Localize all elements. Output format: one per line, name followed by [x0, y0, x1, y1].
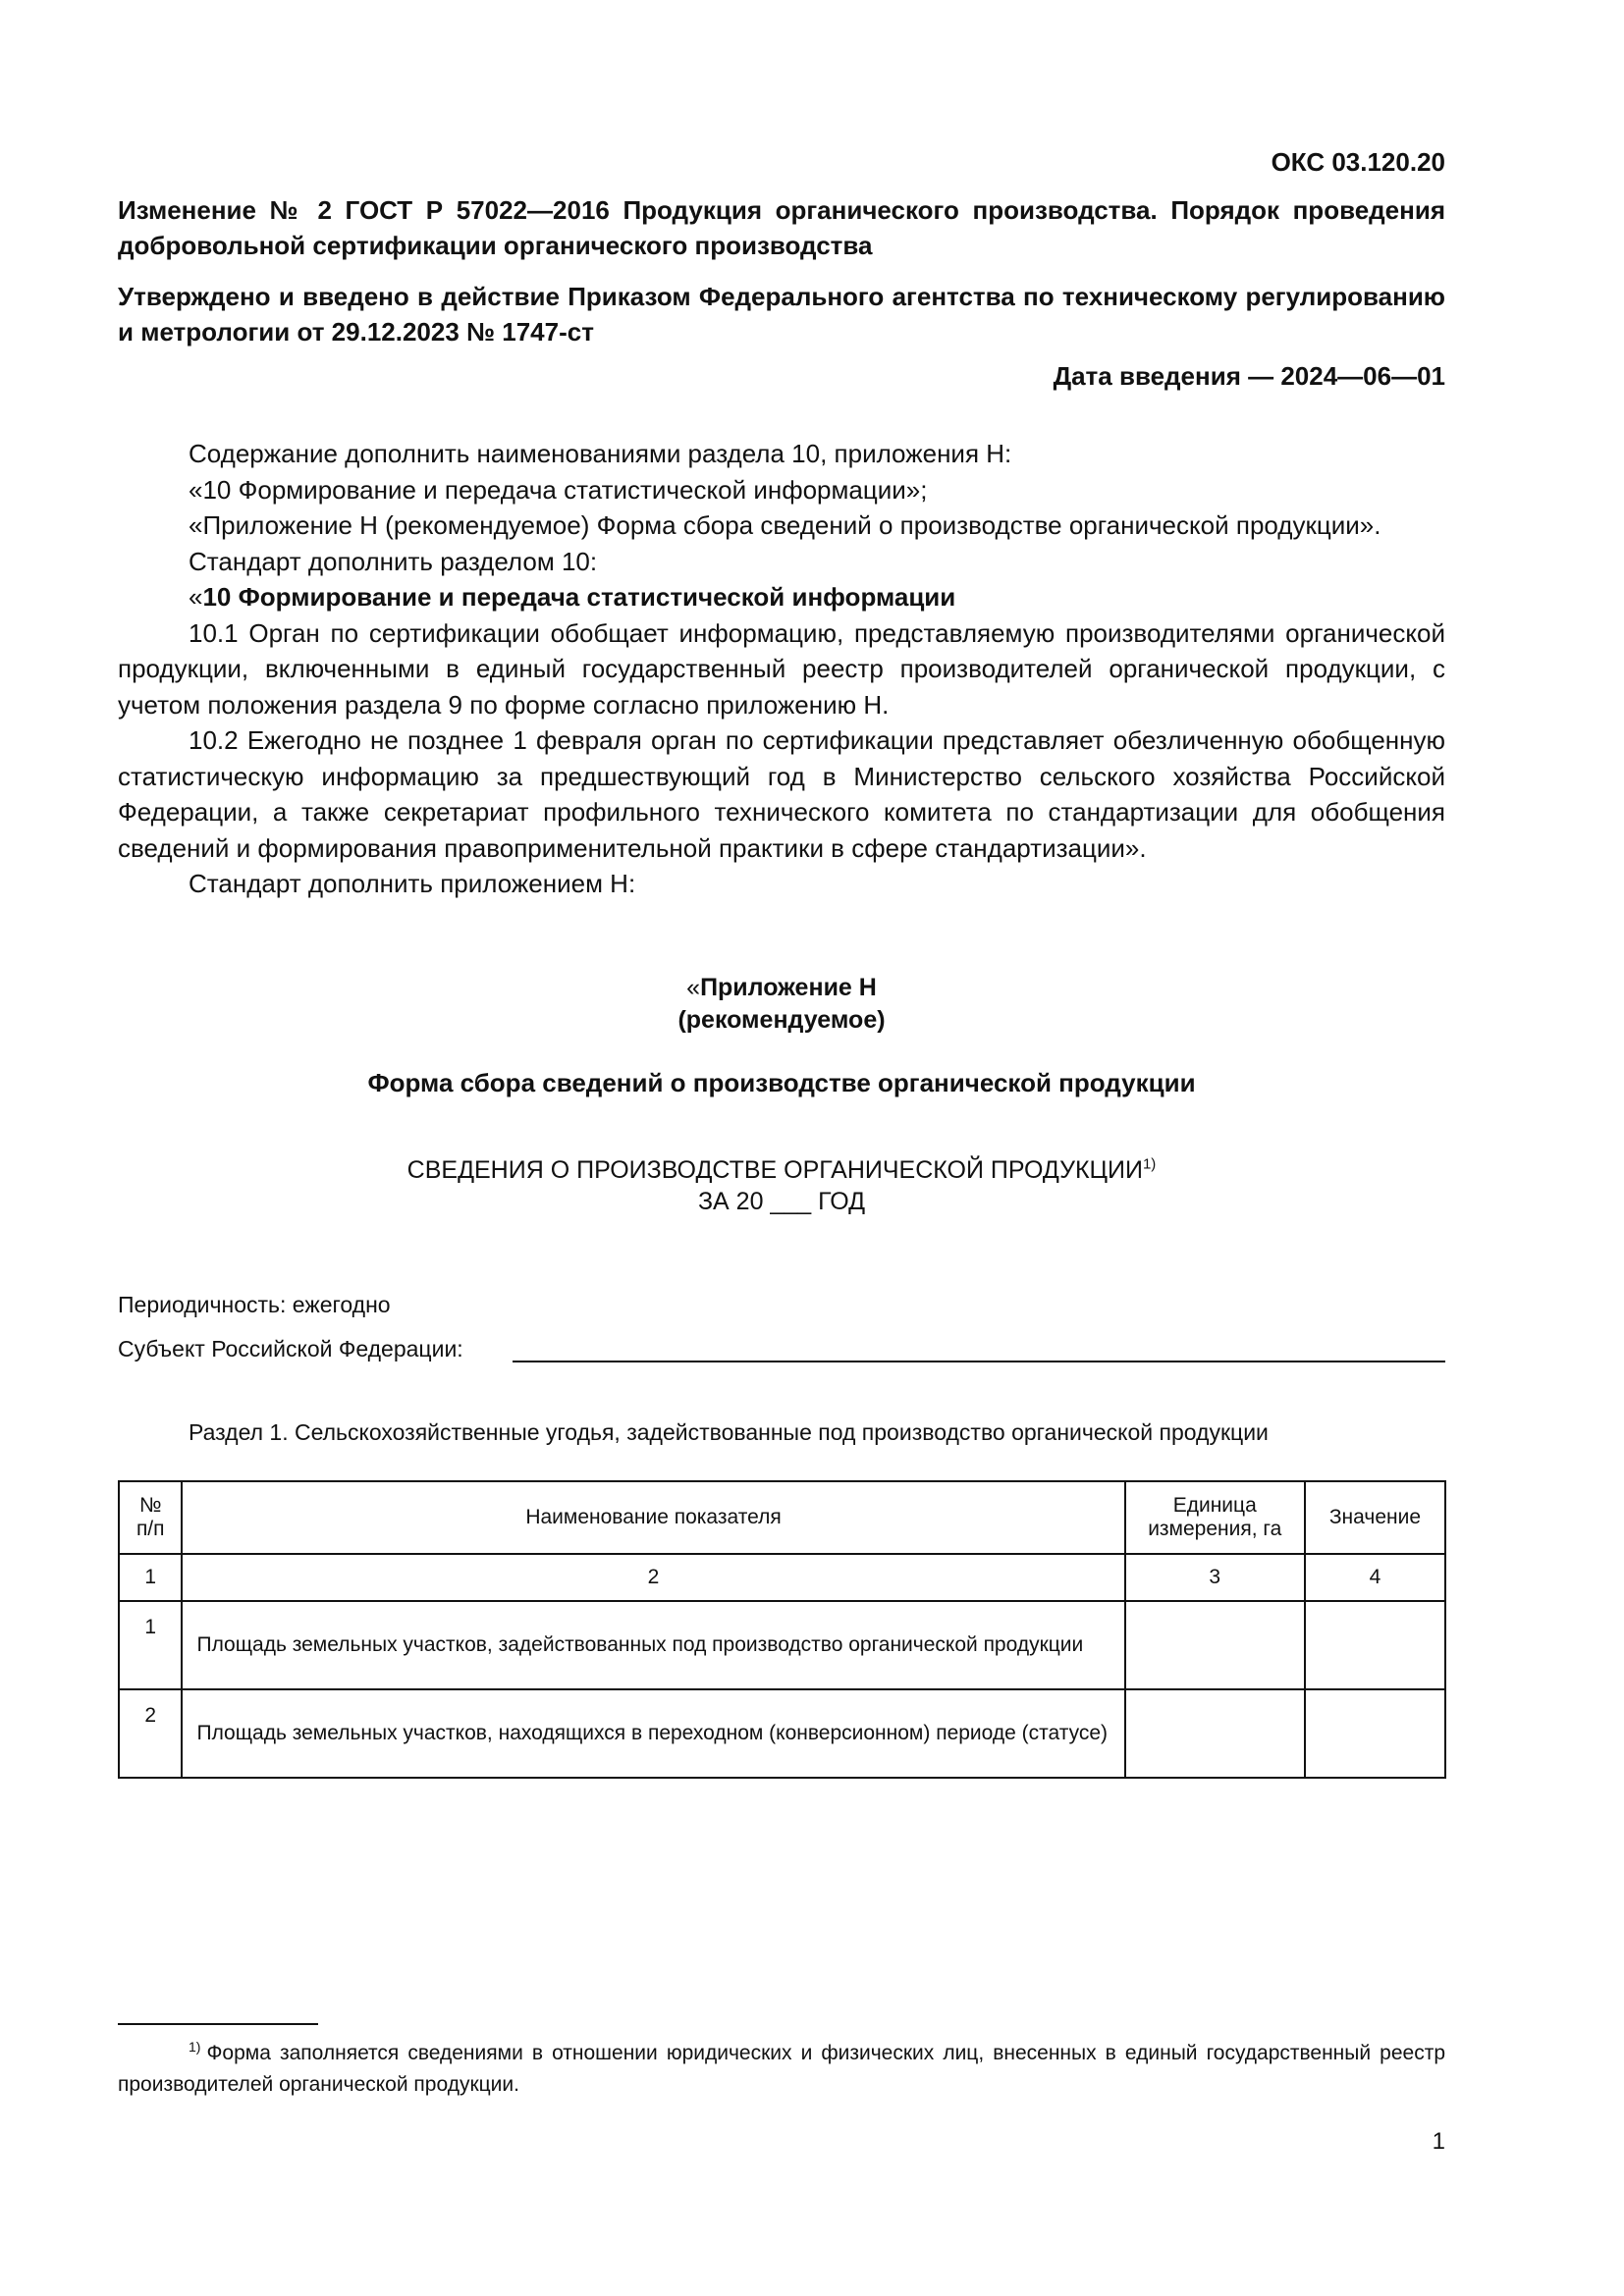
- report-year: ЗА 20 ___ ГОД: [697, 1188, 866, 1215]
- amendment-title: Изменение № 2 ГОСТ Р 57022—2016 Продукция органического производства. Порядок проведения добровольной сертификации органического производства: [118, 195, 1445, 260]
- column-number: 1: [119, 1554, 182, 1601]
- section-heading: [118, 579, 1445, 615]
- section-1-title: Раздел 1. Сельскохозяйственные угодья, задействованные под производство органической продукции: [189, 1419, 1269, 1445]
- row-number: 1: [119, 1601, 182, 1689]
- amendment-body: [118, 436, 1445, 902]
- section-heading-text: 10 Формирование и передача статистической информации: [202, 582, 956, 612]
- value-cell[interactable]: [1305, 1601, 1445, 1689]
- table-row: [119, 1601, 1445, 1689]
- column-number: 4: [1305, 1554, 1445, 1601]
- header-value: Значение: [1305, 1481, 1445, 1554]
- periodicity: Периодичность: ежегодно: [118, 1292, 391, 1317]
- footnote-marker: 1): [189, 2039, 201, 2055]
- unit-cell[interactable]: [1125, 1689, 1305, 1778]
- appendix-status: (рекомендуемое): [677, 1006, 886, 1034]
- footnote-text: Форма заполняется сведениями в отношении юридических и физических лиц, внесенных в единый государственный реестр производителей органической продукции.: [118, 2042, 1445, 2096]
- effective-date: Дата введения — 2024—06—01: [1053, 361, 1445, 391]
- row-number: 2: [119, 1689, 182, 1778]
- paragraph: «10 Формирование и передача статистической информации»;: [189, 474, 928, 505]
- report-heading: [118, 1154, 1445, 1217]
- page-number: 1: [1432, 2128, 1445, 2155]
- appendix-heading: [118, 972, 1445, 1037]
- approval-statement: Утверждено и введено в действие Приказом Федерального агентства по техническому регулированию и метрологии от 29.12.2023 № 1747-ст: [118, 282, 1445, 347]
- appendix-title: «Приложение Н: [686, 974, 877, 1001]
- footnote-divider: [118, 2023, 318, 2025]
- paragraph: Стандарт дополнить разделом 10:: [189, 546, 598, 576]
- paragraph: 10.1 Орган по сертификации обобщает информацию, представляемую производителями органической продукции, включенными в единый государственный реестр производителей органической продукции, с учетом положения раздела 9 по форме согласно приложению Н.: [118, 617, 1445, 720]
- table-header-row: [119, 1481, 1445, 1554]
- report-title: СВЕДЕНИЯ О ПРОИЗВОДСТВЕ ОРГАНИЧЕСКОЙ ПРОДУКЦИИ$^{1)}$: [406, 1155, 1157, 1184]
- quote-mark: «: [189, 582, 203, 612]
- header-num: № п/п: [119, 1481, 182, 1554]
- quote-mark: «: [686, 974, 701, 1001]
- form-title: Форма сбора сведений о производстве органической продукции: [367, 1068, 1196, 1097]
- table-row: [119, 1689, 1445, 1778]
- indicator-name: Площадь земельных участков, находящихся в переходном (конверсионном) периоде (статусе): [182, 1689, 1124, 1778]
- value-cell[interactable]: [1305, 1689, 1445, 1778]
- paragraph: Содержание дополнить наименованиями раздела 10, приложения Н:: [189, 439, 1012, 468]
- header-unit: Единица измерения, га: [1125, 1481, 1305, 1554]
- section-1-table: [118, 1480, 1446, 1779]
- column-number-row: [119, 1554, 1445, 1601]
- header-name: Наименование показателя: [182, 1481, 1124, 1554]
- paragraph: «Приложение Н (рекомендуемое) Форма сбора сведений о производстве органической продукции».: [189, 510, 1381, 540]
- paragraph: 10.2 Ежегодно не позднее 1 февраля орган по сертификации представляет обезличенную обобщенную статистическую информацию за предшествующий год в Министерство сельского хозяйства Российской Федерации, а также секретариат профильного технического комитета по стандартизации для обобщения сведений и формирования правоприменительной практики в сфере стандартизации».: [118, 725, 1445, 863]
- column-number: 2: [182, 1554, 1124, 1601]
- unit-cell[interactable]: [1125, 1601, 1305, 1689]
- footnote: [118, 2038, 1445, 2101]
- footnote-ref: 1): [1142, 1155, 1157, 1173]
- indicator-name: Площадь земельных участков, задействованных под производство органической продукции: [182, 1601, 1124, 1689]
- subject-fill-line[interactable]: [513, 1361, 1445, 1362]
- subject-label: Субъект Российской Федерации:: [118, 1336, 463, 1362]
- column-number: 3: [1125, 1554, 1305, 1601]
- classification-code: ОКС 03.120.20: [1271, 147, 1445, 177]
- paragraph: Стандарт дополнить приложением Н:: [189, 869, 636, 898]
